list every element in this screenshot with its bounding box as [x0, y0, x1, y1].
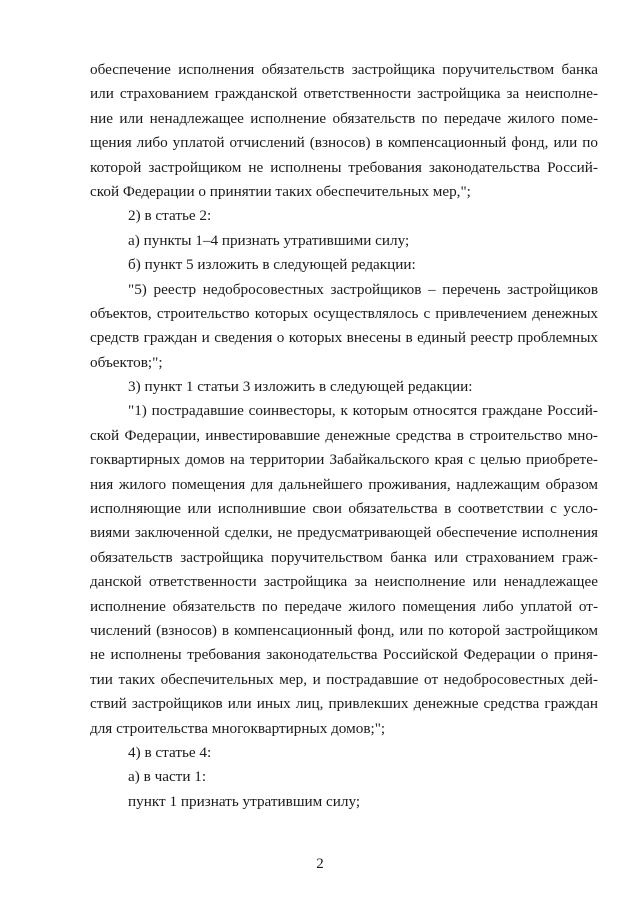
- text-line: не исполнены требования законодательства Российской Федерации о приня-: [90, 646, 598, 664]
- text-line: обязательств застройщика поручительством банка или страхованием граж-: [90, 548, 598, 566]
- text-line: объектов, строительство которых осуществлялось с привлечением денежных: [90, 304, 598, 322]
- text-line: ствий застройщиков или иных лиц, привлекших денежные средства граждан: [90, 695, 598, 713]
- text-line: виями заключенной сделки, не предусматривающей обеспечение исполнения: [90, 524, 598, 542]
- text-line: данской ответственности застройщика за неисполнение или ненадлежащее: [90, 573, 598, 591]
- text-line: исполнение обязательств по передаче жилого помещения либо уплатой от-: [90, 597, 598, 615]
- text-line: "1) пострадавшие соинвесторы, к которым относятся граждане Россий-: [128, 402, 598, 420]
- text-line: 3) пункт 1 статьи 3 изложить в следующей редакции:: [128, 378, 473, 396]
- text-line: для строительства многоквартирных домов;";: [90, 719, 386, 737]
- text-line: ской Федерации, инвестировавшие денежные средства в строительство мно-: [90, 426, 598, 444]
- text-line: которой застройщиком не исполнены требования законодательства Россий-: [90, 158, 598, 176]
- text-line: исполняющие или исполнившие свои обязательства в соответствии с усло-: [90, 500, 598, 518]
- text-line: ния жилого помещения для дальнейшего проживания, надлежащим образом: [90, 475, 598, 493]
- page-number: 2: [316, 856, 324, 872]
- text-line: обеспечение исполнения обязательств застройщика поручительством банка: [90, 61, 598, 78]
- text-line: ской Федерации о принятии таких обеспечительных мер,";: [90, 182, 471, 200]
- text-line: а) в части 1:: [128, 768, 207, 786]
- text-line: пункт 1 признать утратившим силу;: [128, 792, 361, 810]
- text-line: числений (взносов) в компенсационный фонд, или по которой застройщиком: [90, 621, 598, 639]
- text-line: а) пункты 1–4 признать утратившими силу;: [128, 231, 410, 249]
- text-line: или страхованием гражданской ответственности застройщика за неисполне-: [90, 85, 598, 103]
- text-line: средств граждан и сведения о которых внесены в единый реестр проблемных: [90, 329, 598, 347]
- body-text: [90, 58, 598, 814]
- text-line: ние или ненадлежащее исполнение обязательств по передаче жилого поме-: [90, 109, 598, 127]
- text-line: 2) в статье 2:: [128, 207, 212, 225]
- text-line: гоквартирных домов на территории Забайкальского края с целью приобрете-: [90, 451, 598, 469]
- text-line: объектов;";: [90, 353, 163, 371]
- text-line: 4) в статье 4:: [128, 743, 212, 761]
- text-line: б) пункт 5 изложить в следующей редакции:: [128, 256, 416, 274]
- text-line: "5) реестр недобросовестных застройщиков – перечень застройщиков: [128, 280, 598, 298]
- text-line: щения либо уплатой отчислений (взносов) в компенсационный фонд, или по: [90, 134, 598, 152]
- text-line: тии таких обеспечительных мер, и пострадавшие от недобросовестных дей-: [90, 670, 598, 688]
